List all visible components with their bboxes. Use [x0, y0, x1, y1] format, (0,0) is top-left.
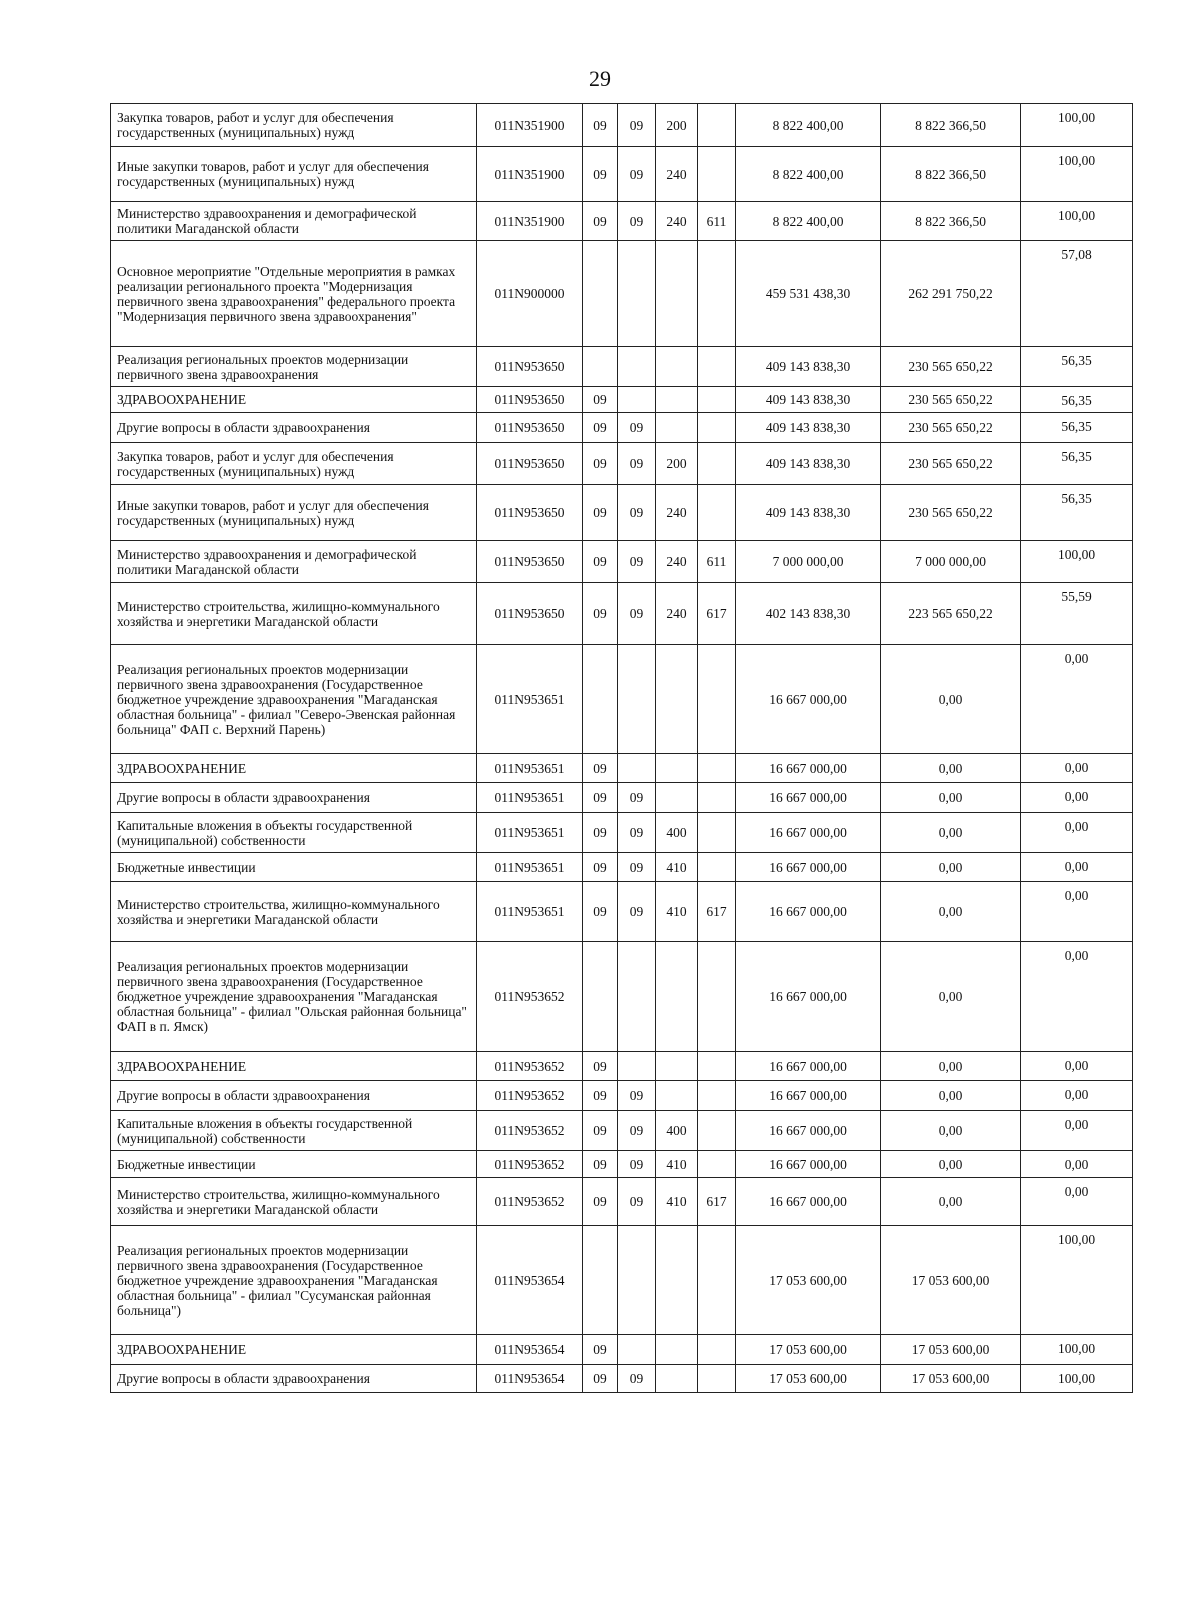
subsection-code: 09: [618, 853, 656, 882]
page-number: 29: [589, 66, 611, 91]
administrator-code: [698, 754, 736, 783]
administrator-code: [698, 1335, 736, 1365]
administrator-code: [698, 645, 736, 754]
subsection-code: [618, 942, 656, 1052]
planned-amount: 7 000 000,00: [736, 541, 881, 583]
expense-type-code: 240: [656, 485, 698, 541]
target-article-code: 011N953651: [477, 882, 583, 942]
administrator-code: [698, 1111, 736, 1151]
table-row: [111, 783, 1133, 813]
table-row: [111, 147, 1133, 202]
expense-type-code: 240: [656, 147, 698, 202]
table-row: [111, 942, 1133, 1052]
administrator-code: [698, 783, 736, 813]
subsection-code: 09: [618, 104, 656, 147]
table-row: [111, 413, 1133, 443]
subsection-code: [618, 241, 656, 347]
table-row: [111, 645, 1133, 754]
table-row: [111, 813, 1133, 853]
subsection-code: 09: [618, 541, 656, 583]
expense-type-code: 240: [656, 583, 698, 645]
planned-amount: 409 143 838,30: [736, 485, 881, 541]
execution-percent: 0,00: [1021, 1081, 1133, 1111]
section-code: 09: [583, 1151, 618, 1178]
execution-percent: 0,00: [1021, 813, 1133, 853]
row-name: Иные закупки товаров, работ и услуг для обеспечения государственных (муниципальных) нужд: [111, 147, 477, 202]
administrator-code: 617: [698, 583, 736, 645]
row-name: ЗДРАВООХРАНЕНИЕ: [111, 754, 477, 783]
administrator-code: [698, 1151, 736, 1178]
expense-type-code: [656, 942, 698, 1052]
target-article-code: 011N953652: [477, 942, 583, 1052]
subsection-code: 09: [618, 882, 656, 942]
execution-percent: 100,00: [1021, 147, 1133, 202]
planned-amount: 16 667 000,00: [736, 1052, 881, 1081]
table-row: [111, 347, 1133, 387]
administrator-code: [698, 1052, 736, 1081]
target-article-code: 011N953651: [477, 645, 583, 754]
expense-type-code: [656, 783, 698, 813]
administrator-code: [698, 942, 736, 1052]
row-name: Министерство здравоохранения и демографической политики Магаданской области: [111, 541, 477, 583]
row-name: Другие вопросы в области здравоохранения: [111, 1365, 477, 1393]
execution-percent: 100,00: [1021, 1226, 1133, 1335]
execution-percent: 100,00: [1021, 1365, 1133, 1393]
row-name: Другие вопросы в области здравоохранения: [111, 1081, 477, 1111]
executed-amount: 0,00: [881, 853, 1021, 882]
row-name: Реализация региональных проектов модернизации первичного звена здравоохранения (Государственное бюджетное учреждение здравоохранения "Магаданская областная больница" - филиал "Ольская районная больница" ФАП в п. Ямск): [111, 942, 477, 1052]
expense-type-code: 410: [656, 853, 698, 882]
expense-type-code: [656, 387, 698, 413]
section-code: [583, 241, 618, 347]
execution-percent: 56,35: [1021, 347, 1133, 387]
target-article-code: 011N953651: [477, 853, 583, 882]
target-article-code: 011N953654: [477, 1335, 583, 1365]
expense-type-code: [656, 645, 698, 754]
target-article-code: 011N351900: [477, 202, 583, 241]
expense-type-code: [656, 413, 698, 443]
section-code: 09: [583, 443, 618, 485]
administrator-code: 611: [698, 202, 736, 241]
subsection-code: [618, 1052, 656, 1081]
executed-amount: 0,00: [881, 754, 1021, 783]
planned-amount: 16 667 000,00: [736, 1081, 881, 1111]
execution-percent: 0,00: [1021, 1052, 1133, 1081]
table-row: [111, 1335, 1133, 1365]
section-code: [583, 645, 618, 754]
subsection-code: [618, 754, 656, 783]
section-code: 09: [583, 485, 618, 541]
section-code: 09: [583, 1178, 618, 1226]
table-row: [111, 754, 1133, 783]
expense-type-code: 400: [656, 1111, 698, 1151]
execution-percent: 0,00: [1021, 1178, 1133, 1226]
table-row: [111, 541, 1133, 583]
execution-percent: 0,00: [1021, 853, 1133, 882]
executed-amount: 8 822 366,50: [881, 202, 1021, 241]
row-name: Капитальные вложения в объекты государственной (муниципальной) собственности: [111, 813, 477, 853]
administrator-code: 617: [698, 882, 736, 942]
subsection-code: [618, 347, 656, 387]
target-article-code: 011N953650: [477, 347, 583, 387]
section-code: 09: [583, 882, 618, 942]
row-name: Министерство строительства, жилищно-коммунального хозяйства и энергетики Магаданской области: [111, 583, 477, 645]
executed-amount: 17 053 600,00: [881, 1365, 1021, 1393]
executed-amount: 8 822 366,50: [881, 147, 1021, 202]
subsection-code: 09: [618, 783, 656, 813]
row-name: ЗДРАВООХРАНЕНИЕ: [111, 1335, 477, 1365]
expense-type-code: 200: [656, 104, 698, 147]
execution-percent: 100,00: [1021, 104, 1133, 147]
execution-percent: 100,00: [1021, 202, 1133, 241]
target-article-code: 011N900000: [477, 241, 583, 347]
target-article-code: 011N953652: [477, 1081, 583, 1111]
subsection-code: 09: [618, 1081, 656, 1111]
expense-type-code: [656, 1365, 698, 1393]
executed-amount: 230 565 650,22: [881, 387, 1021, 413]
section-code: [583, 1226, 618, 1335]
execution-percent: 100,00: [1021, 541, 1133, 583]
subsection-code: [618, 645, 656, 754]
target-article-code: 011N953654: [477, 1365, 583, 1393]
planned-amount: 409 143 838,30: [736, 387, 881, 413]
target-article-code: 011N351900: [477, 147, 583, 202]
section-code: 09: [583, 754, 618, 783]
administrator-code: [698, 147, 736, 202]
executed-amount: 0,00: [881, 1111, 1021, 1151]
planned-amount: 8 822 400,00: [736, 202, 881, 241]
subsection-code: 09: [618, 583, 656, 645]
row-name: Реализация региональных проектов модернизации первичного звена здравоохранения: [111, 347, 477, 387]
section-code: 09: [583, 783, 618, 813]
expense-type-code: 240: [656, 202, 698, 241]
execution-percent: 100,00: [1021, 1335, 1133, 1365]
expense-type-code: 200: [656, 443, 698, 485]
planned-amount: 16 667 000,00: [736, 754, 881, 783]
subsection-code: [618, 1226, 656, 1335]
executed-amount: 230 565 650,22: [881, 443, 1021, 485]
target-article-code: 011N953651: [477, 813, 583, 853]
row-name: Основное мероприятие "Отдельные мероприятия в рамках реализации регионального проекта "Модернизация первичного звена здравоохранения" федерального проекта "Модернизация первичного звена здравоохранения": [111, 241, 477, 347]
table-row: [111, 853, 1133, 882]
execution-percent: 0,00: [1021, 942, 1133, 1052]
subsection-code: 09: [618, 443, 656, 485]
executed-amount: 7 000 000,00: [881, 541, 1021, 583]
section-code: 09: [583, 104, 618, 147]
table-row: [111, 1081, 1133, 1111]
planned-amount: 8 822 400,00: [736, 104, 881, 147]
target-article-code: 011N953652: [477, 1151, 583, 1178]
expense-type-code: [656, 241, 698, 347]
table-row: [111, 443, 1133, 485]
administrator-code: [698, 443, 736, 485]
target-article-code: 011N953654: [477, 1226, 583, 1335]
administrator-code: [698, 413, 736, 443]
expense-type-code: 410: [656, 1178, 698, 1226]
execution-percent: 56,35: [1021, 413, 1133, 443]
executed-amount: 8 822 366,50: [881, 104, 1021, 147]
execution-percent: 56,35: [1021, 387, 1133, 413]
execution-percent: 0,00: [1021, 645, 1133, 754]
planned-amount: 17 053 600,00: [736, 1365, 881, 1393]
executed-amount: 0,00: [881, 942, 1021, 1052]
expense-type-code: 410: [656, 882, 698, 942]
section-code: 09: [583, 202, 618, 241]
subsection-code: 09: [618, 485, 656, 541]
table-row: [111, 387, 1133, 413]
execution-percent: 56,35: [1021, 443, 1133, 485]
expense-type-code: [656, 754, 698, 783]
planned-amount: 16 667 000,00: [736, 942, 881, 1052]
table-row: [111, 1111, 1133, 1151]
target-article-code: 011N351900: [477, 104, 583, 147]
execution-percent: 0,00: [1021, 783, 1133, 813]
administrator-code: [698, 813, 736, 853]
row-name: Другие вопросы в области здравоохранения: [111, 413, 477, 443]
row-name: Иные закупки товаров, работ и услуг для обеспечения государственных (муниципальных) нужд: [111, 485, 477, 541]
subsection-code: 09: [618, 1111, 656, 1151]
row-name: Министерство строительства, жилищно-коммунального хозяйства и энергетики Магаданской области: [111, 1178, 477, 1226]
planned-amount: 16 667 000,00: [736, 1111, 881, 1151]
planned-amount: 17 053 600,00: [736, 1335, 881, 1365]
administrator-code: 611: [698, 541, 736, 583]
section-code: 09: [583, 813, 618, 853]
target-article-code: 011N953652: [477, 1111, 583, 1151]
planned-amount: 409 143 838,30: [736, 413, 881, 443]
subsection-code: [618, 1335, 656, 1365]
row-name: Министерство здравоохранения и демографической политики Магаданской области: [111, 202, 477, 241]
subsection-code: 09: [618, 202, 656, 241]
expense-type-code: [656, 347, 698, 387]
target-article-code: 011N953651: [477, 783, 583, 813]
row-name: Реализация региональных проектов модернизации первичного звена здравоохранения (Государственное бюджетное учреждение здравоохранения "Магаданская областная больница" - филиал "Северо-Эвенская районная больница" ФАП с. Верхний Парень): [111, 645, 477, 754]
planned-amount: 409 143 838,30: [736, 443, 881, 485]
table-row: [111, 1178, 1133, 1226]
administrator-code: [698, 853, 736, 882]
table-row: [111, 485, 1133, 541]
section-code: 09: [583, 853, 618, 882]
administrator-code: [698, 1226, 736, 1335]
executed-amount: 230 565 650,22: [881, 485, 1021, 541]
table-row: [111, 882, 1133, 942]
target-article-code: 011N953650: [477, 583, 583, 645]
executed-amount: 230 565 650,22: [881, 413, 1021, 443]
subsection-code: 09: [618, 147, 656, 202]
table-row: [111, 1365, 1133, 1393]
row-name: Закупка товаров, работ и услуг для обеспечения государственных (муниципальных) нужд: [111, 443, 477, 485]
section-code: [583, 942, 618, 1052]
subsection-code: [618, 387, 656, 413]
target-article-code: 011N953650: [477, 443, 583, 485]
administrator-code: [698, 387, 736, 413]
budget-table: [110, 103, 1133, 1393]
executed-amount: 0,00: [881, 882, 1021, 942]
target-article-code: 011N953650: [477, 413, 583, 443]
administrator-code: [698, 104, 736, 147]
execution-percent: 0,00: [1021, 1111, 1133, 1151]
administrator-code: [698, 1081, 736, 1111]
section-code: [583, 347, 618, 387]
expense-type-code: 410: [656, 1151, 698, 1178]
section-code: 09: [583, 583, 618, 645]
planned-amount: 16 667 000,00: [736, 1178, 881, 1226]
table-row: [111, 583, 1133, 645]
expense-type-code: [656, 1052, 698, 1081]
expense-type-code: 240: [656, 541, 698, 583]
executed-amount: 0,00: [881, 1178, 1021, 1226]
section-code: 09: [583, 147, 618, 202]
section-code: 09: [583, 1365, 618, 1393]
executed-amount: 223 565 650,22: [881, 583, 1021, 645]
row-name: Министерство строительства, жилищно-коммунального хозяйства и энергетики Магаданской области: [111, 882, 477, 942]
row-name: Закупка товаров, работ и услуг для обеспечения государственных (муниципальных) нужд: [111, 104, 477, 147]
execution-percent: 56,35: [1021, 485, 1133, 541]
planned-amount: 402 143 838,30: [736, 583, 881, 645]
subsection-code: 09: [618, 413, 656, 443]
row-name: Другие вопросы в области здравоохранения: [111, 783, 477, 813]
planned-amount: 16 667 000,00: [736, 645, 881, 754]
planned-amount: 459 531 438,30: [736, 241, 881, 347]
table-row: [111, 1226, 1133, 1335]
target-article-code: 011N953650: [477, 387, 583, 413]
target-article-code: 011N953650: [477, 541, 583, 583]
executed-amount: 0,00: [881, 1081, 1021, 1111]
execution-percent: 0,00: [1021, 882, 1133, 942]
subsection-code: 09: [618, 1365, 656, 1393]
row-name: Капитальные вложения в объекты государственной (муниципальной) собственности: [111, 1111, 477, 1151]
administrator-code: 617: [698, 1178, 736, 1226]
table-row: [111, 1151, 1133, 1178]
planned-amount: 17 053 600,00: [736, 1226, 881, 1335]
executed-amount: 0,00: [881, 813, 1021, 853]
subsection-code: 09: [618, 1178, 656, 1226]
section-code: 09: [583, 1335, 618, 1365]
target-article-code: 011N953651: [477, 754, 583, 783]
target-article-code: 011N953652: [477, 1178, 583, 1226]
executed-amount: 0,00: [881, 1052, 1021, 1081]
expense-type-code: [656, 1335, 698, 1365]
administrator-code: [698, 1365, 736, 1393]
planned-amount: 409 143 838,30: [736, 347, 881, 387]
execution-percent: 0,00: [1021, 754, 1133, 783]
expense-type-code: 400: [656, 813, 698, 853]
section-code: 09: [583, 413, 618, 443]
executed-amount: 17 053 600,00: [881, 1335, 1021, 1365]
subsection-code: 09: [618, 813, 656, 853]
row-name: Бюджетные инвестиции: [111, 1151, 477, 1178]
row-name: ЗДРАВООХРАНЕНИЕ: [111, 1052, 477, 1081]
administrator-code: [698, 347, 736, 387]
row-name: Бюджетные инвестиции: [111, 853, 477, 882]
table-row: [111, 104, 1133, 147]
section-code: 09: [583, 387, 618, 413]
expense-type-code: [656, 1226, 698, 1335]
planned-amount: 8 822 400,00: [736, 147, 881, 202]
subsection-code: 09: [618, 1151, 656, 1178]
section-code: 09: [583, 1052, 618, 1081]
administrator-code: [698, 485, 736, 541]
execution-percent: 0,00: [1021, 1151, 1133, 1178]
executed-amount: 262 291 750,22: [881, 241, 1021, 347]
administrator-code: [698, 241, 736, 347]
section-code: 09: [583, 1081, 618, 1111]
planned-amount: 16 667 000,00: [736, 813, 881, 853]
row-name: ЗДРАВООХРАНЕНИЕ: [111, 387, 477, 413]
planned-amount: 16 667 000,00: [736, 1151, 881, 1178]
planned-amount: 16 667 000,00: [736, 853, 881, 882]
execution-percent: 57,08: [1021, 241, 1133, 347]
table-row: [111, 241, 1133, 347]
planned-amount: 16 667 000,00: [736, 882, 881, 942]
executed-amount: 0,00: [881, 783, 1021, 813]
table-row: [111, 1052, 1133, 1081]
planned-amount: 16 667 000,00: [736, 783, 881, 813]
row-name: Реализация региональных проектов модернизации первичного звена здравоохранения (Государственное бюджетное учреждение здравоохранения "Магаданская областная больница" - филиал "Сусуманская районная больница"): [111, 1226, 477, 1335]
executed-amount: 0,00: [881, 645, 1021, 754]
execution-percent: 55,59: [1021, 583, 1133, 645]
target-article-code: 011N953652: [477, 1052, 583, 1081]
target-article-code: 011N953650: [477, 485, 583, 541]
section-code: 09: [583, 1111, 618, 1151]
expense-type-code: [656, 1081, 698, 1111]
table-row: [111, 202, 1133, 241]
executed-amount: 0,00: [881, 1151, 1021, 1178]
section-code: 09: [583, 541, 618, 583]
executed-amount: 230 565 650,22: [881, 347, 1021, 387]
executed-amount: 17 053 600,00: [881, 1226, 1021, 1335]
